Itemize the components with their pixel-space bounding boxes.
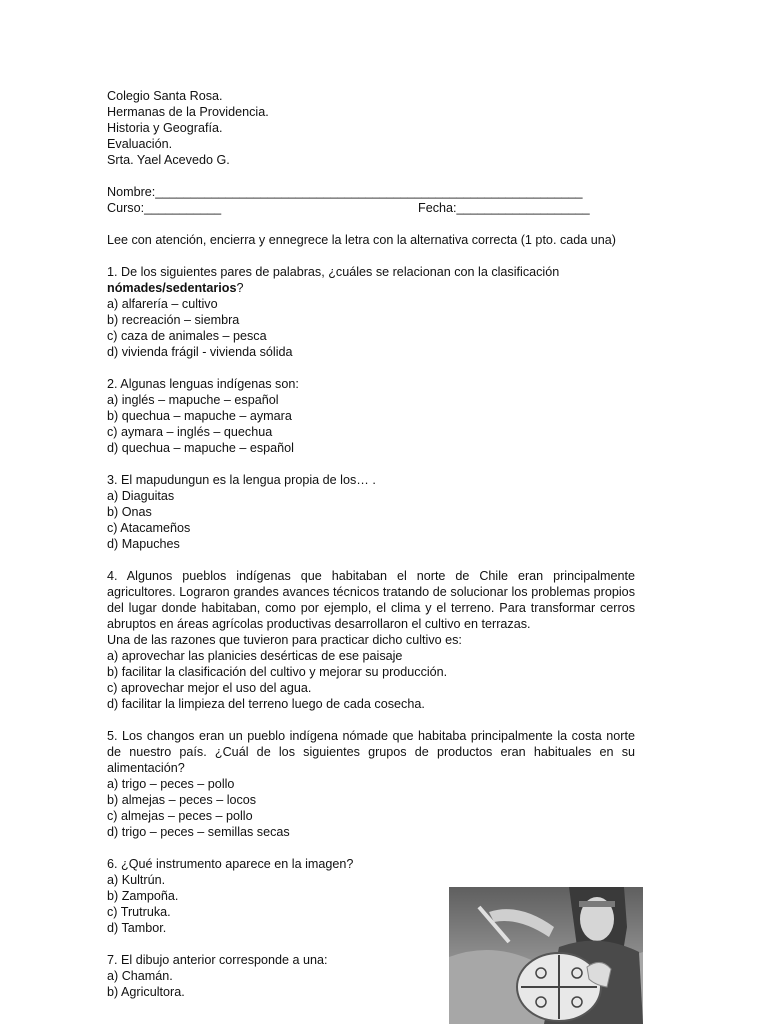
option[interactable]: c) Atacameños bbox=[107, 521, 191, 535]
option[interactable]: d) quechua – mapuche – español bbox=[107, 441, 294, 455]
option[interactable]: a) inglés – mapuche – español bbox=[107, 393, 279, 407]
option[interactable]: a) Chamán. bbox=[107, 969, 173, 983]
question-stem: 7. El dibujo anterior corresponde a una: bbox=[107, 953, 328, 967]
option[interactable]: a) trigo – peces – pollo bbox=[107, 777, 235, 791]
option[interactable]: b) recreación – siembra bbox=[107, 313, 240, 327]
date-field[interactable]: Fecha:___________________ bbox=[418, 201, 590, 215]
option[interactable]: d) Tambor. bbox=[107, 921, 167, 935]
option[interactable]: c) caza de animales – pesca bbox=[107, 329, 267, 343]
course-field[interactable]: Curso:___________ bbox=[107, 201, 222, 215]
document-type: Evaluación. bbox=[107, 137, 173, 151]
option[interactable]: a) aprovechar las planicies desérticas de ese paisaje bbox=[107, 649, 403, 663]
option[interactable]: b) Zampoña. bbox=[107, 889, 179, 903]
question-stem-bold: nómades/sedentarios bbox=[107, 281, 237, 295]
option[interactable]: a) Diaguitas bbox=[107, 489, 175, 503]
option[interactable]: c) Trutruka. bbox=[107, 905, 171, 919]
option[interactable]: c) aprovechar mejor el uso del agua. bbox=[107, 681, 312, 695]
option[interactable]: a) alfarería – cultivo bbox=[107, 297, 218, 311]
question-stem: 5. Los changos eran un pueblo indígena nómade que habitaba principalmente la costa norte de nuestro país. ¿Cuál de los siguientes grupos de productos eran habituales en su alimentación? bbox=[107, 729, 635, 775]
option[interactable]: d) vivienda frágil - vivienda sólida bbox=[107, 345, 293, 359]
option[interactable]: b) almejas – peces – locos bbox=[107, 793, 257, 807]
course-date-row bbox=[107, 200, 635, 216]
question-stem: 2. Algunas lenguas indígenas son: bbox=[107, 377, 299, 391]
question-stem: 4. Algunos pueblos indígenas que habitaban el norte de Chile eran principalmente agricultores. Lograron grandes avances técnicos tratando de solucionar los problemas propios del lugar donde habitaban, como por ejemplo, el clima y el terreno. Para transformar cerros abruptos en áreas agrícolas productivas desarrollaron el cultivo en terrazas. bbox=[107, 569, 635, 631]
kultrun-illustration-graphic bbox=[449, 887, 643, 1024]
option[interactable]: d) trigo – peces – semillas secas bbox=[107, 825, 290, 839]
teacher-name: Srta. Yael Acevedo G. bbox=[107, 153, 230, 167]
name-field[interactable]: Nombre:_____________________________________________________________ bbox=[107, 185, 583, 199]
subject-name: Historia y Geografía. bbox=[107, 121, 223, 135]
question-1 bbox=[107, 264, 635, 360]
option[interactable]: d) facilitar la limpieza del terreno luego de cada cosecha. bbox=[107, 697, 425, 711]
school-name: Colegio Santa Rosa. bbox=[107, 89, 223, 103]
option[interactable]: b) Onas bbox=[107, 505, 152, 519]
question-4 bbox=[107, 568, 635, 712]
question-5 bbox=[107, 728, 635, 840]
option[interactable]: c) aymara – inglés – quechua bbox=[107, 425, 273, 439]
option[interactable]: b) Agricultora. bbox=[107, 985, 185, 999]
question-stem: 3. El mapudungun es la lengua propia de los… . bbox=[107, 473, 376, 487]
question-2 bbox=[107, 376, 635, 456]
question-stem: 1. De los siguientes pares de palabras, ¿cuáles se relacionan con la clasificación nómades/sedentarios? bbox=[107, 265, 560, 295]
question-stem: 6. ¿Qué instrumento aparece en la imagen? bbox=[107, 857, 354, 871]
option[interactable]: c) almejas – peces – pollo bbox=[107, 809, 253, 823]
option[interactable]: b) quechua – mapuche – aymara bbox=[107, 409, 292, 423]
exam-page bbox=[107, 88, 635, 1000]
instructions: Lee con atención, encierra y ennegrece la letra con la alternativa correcta (1 pto. cada una) bbox=[107, 233, 616, 247]
question-3 bbox=[107, 472, 635, 552]
option[interactable]: d) Mapuches bbox=[107, 537, 180, 551]
question-substem: Una de las razones que tuvieron para practicar dicho cultivo es: bbox=[107, 633, 462, 647]
option[interactable]: a) Kultrún. bbox=[107, 873, 166, 887]
option[interactable]: b) facilitar la clasificación del cultivo y mejorar su producción. bbox=[107, 665, 448, 679]
order-name: Hermanas de la Providencia. bbox=[107, 105, 269, 119]
kultrun-illustration bbox=[449, 887, 643, 1024]
